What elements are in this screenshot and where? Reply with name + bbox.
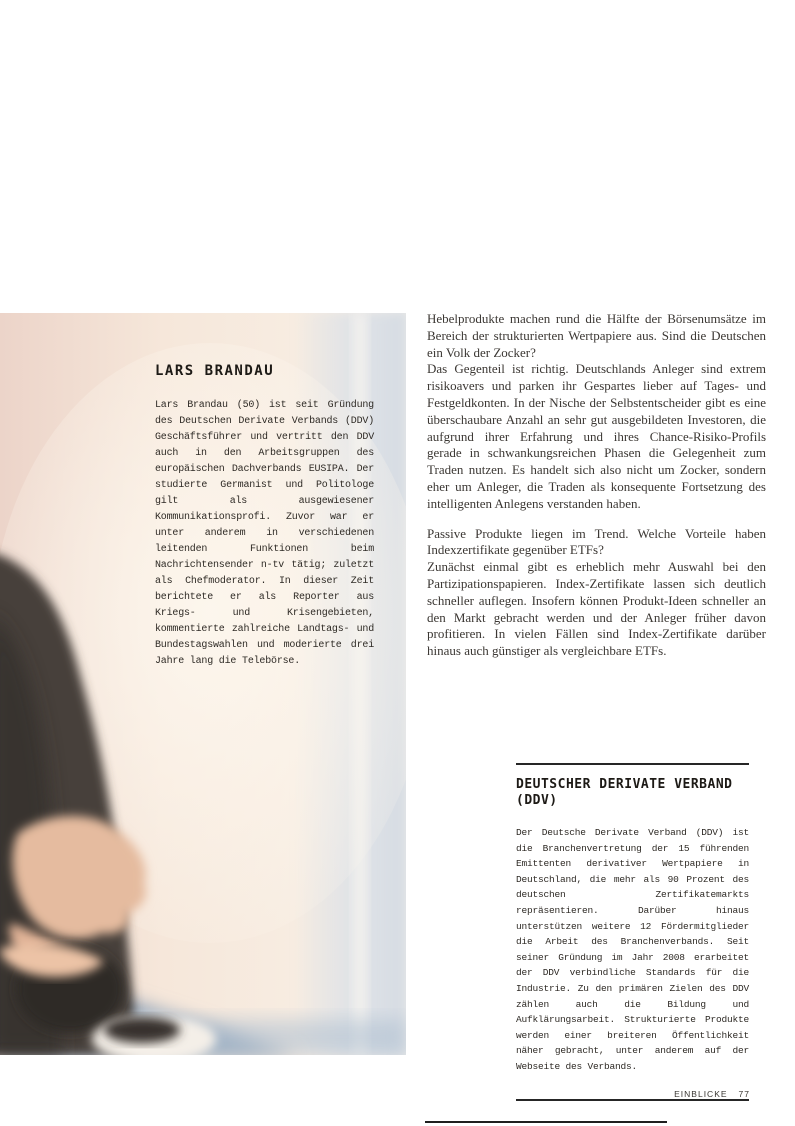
interview-answer: Zunächst einmal gibt es erheblich mehr Auswahl bei den Partizipationspapieren. Index-Zertifikate lassen sich deutlich schneller auflegen. Insofern können Produkt-Ideen schneller an den Markt gebracht werden und der Anleger früher davon profitieren. In vielen Fällen sind Index-Zertifikate darüber hinaus auch günstiger als vergleichbare ETFs.: [427, 559, 766, 659]
footer-page-number: 77: [738, 1089, 750, 1099]
org-box-body: Der Deutsche Derivate Verband (DDV) ist die Branchenvertretung der 15 führenden Emittenten derivativer Wertpapiere in Deutschland, die mehr als 90 Prozent des deutschen Zertifikatemarkts repräsentieren. Darüber hinaus unterstützen weitere 12 Fördermitglieder die Arbeit des Branchenverbands. Seit seiner Gründung im Jahr 2008 erarbeitet der DDV verbindliche Standards für die Industrie. Zu den primären Zielen des DDV zählen auch die Bildung und Aufklärungsarbeit. Strukturierte Produkte werden einer breiteren Öffentlichkeit näher gebracht, unter anderem auf der Webseite des Verbands.: [516, 827, 749, 1072]
bottom-rule: [425, 1121, 667, 1123]
page-footer: [674, 1089, 750, 1099]
interview-question: Hebelprodukte machen rund die Hälfte der Börsenumsätze im Bereich der strukturierten Wertpapiere aus. Sind die Deutschen ein Volk der Zocker?: [427, 311, 766, 360]
profile-box-body: Lars Brandau (50) ist seit Gründung des Deutschen Derivate Verbands (DDV) Geschäftsführer und vertritt den DDV auch in den Arbeitsgruppen des europäischen Dachverbands EUSIPA. Der studierte Germanist und Politologe gilt als ausgewiesener Kommunikationsprofi. Zuvor war er unter anderem in verschiedenen leitenden Funktionen beim Nachrichtensender n-tv tätig; zuletzt als Chefmoderator. In dieser Zeit berichtete er als Reporter aus Kriegs- und Krisengebieten, kommentierte zahlreiche Landtags- und Bundestagswahlen und moderierte drei Jahre lang die Telebörse.: [155, 400, 374, 667]
qa-block: [427, 311, 766, 513]
profile-box: [155, 362, 374, 680]
interview-column: [427, 311, 766, 673]
coffee-shape: [104, 1017, 180, 1043]
qa-block: [427, 526, 766, 660]
interview-answer: Das Gegenteil ist richtig. Deutschlands Anleger sind extrem risikoavers und parken ihr Gespartes lieber auf Tages- und Festgeldkonten. In der Nische der Selbstentscheider gibt es eine überschaubare Anzahl an sehr gut ausgebildeten Investoren, die aufgrund ihrer Erfahrung und ihres Chance-Risiko-Profils gerade in schwankungsreichen Phasen die Gelegenheit zum Traden nutzen. Es handelt sich also nicht um Zocker, sondern eher um Anleger, die Traden als konsequente Fortsetzung des intelligenten Anlegens verstanden haben.: [427, 361, 766, 511]
profile-box-title: LARS BRANDAU: [155, 363, 275, 379]
interview-question: Passive Produkte liegen im Trend. Welche Vorteile haben Indexzertifikate gegenüber ETFs?: [427, 525, 766, 558]
footer-section-label: EINBLICKE: [674, 1089, 728, 1099]
org-box: [516, 763, 749, 1101]
org-box-title: DEUTSCHER DERIVATE VERBAND (DDV): [516, 777, 733, 808]
